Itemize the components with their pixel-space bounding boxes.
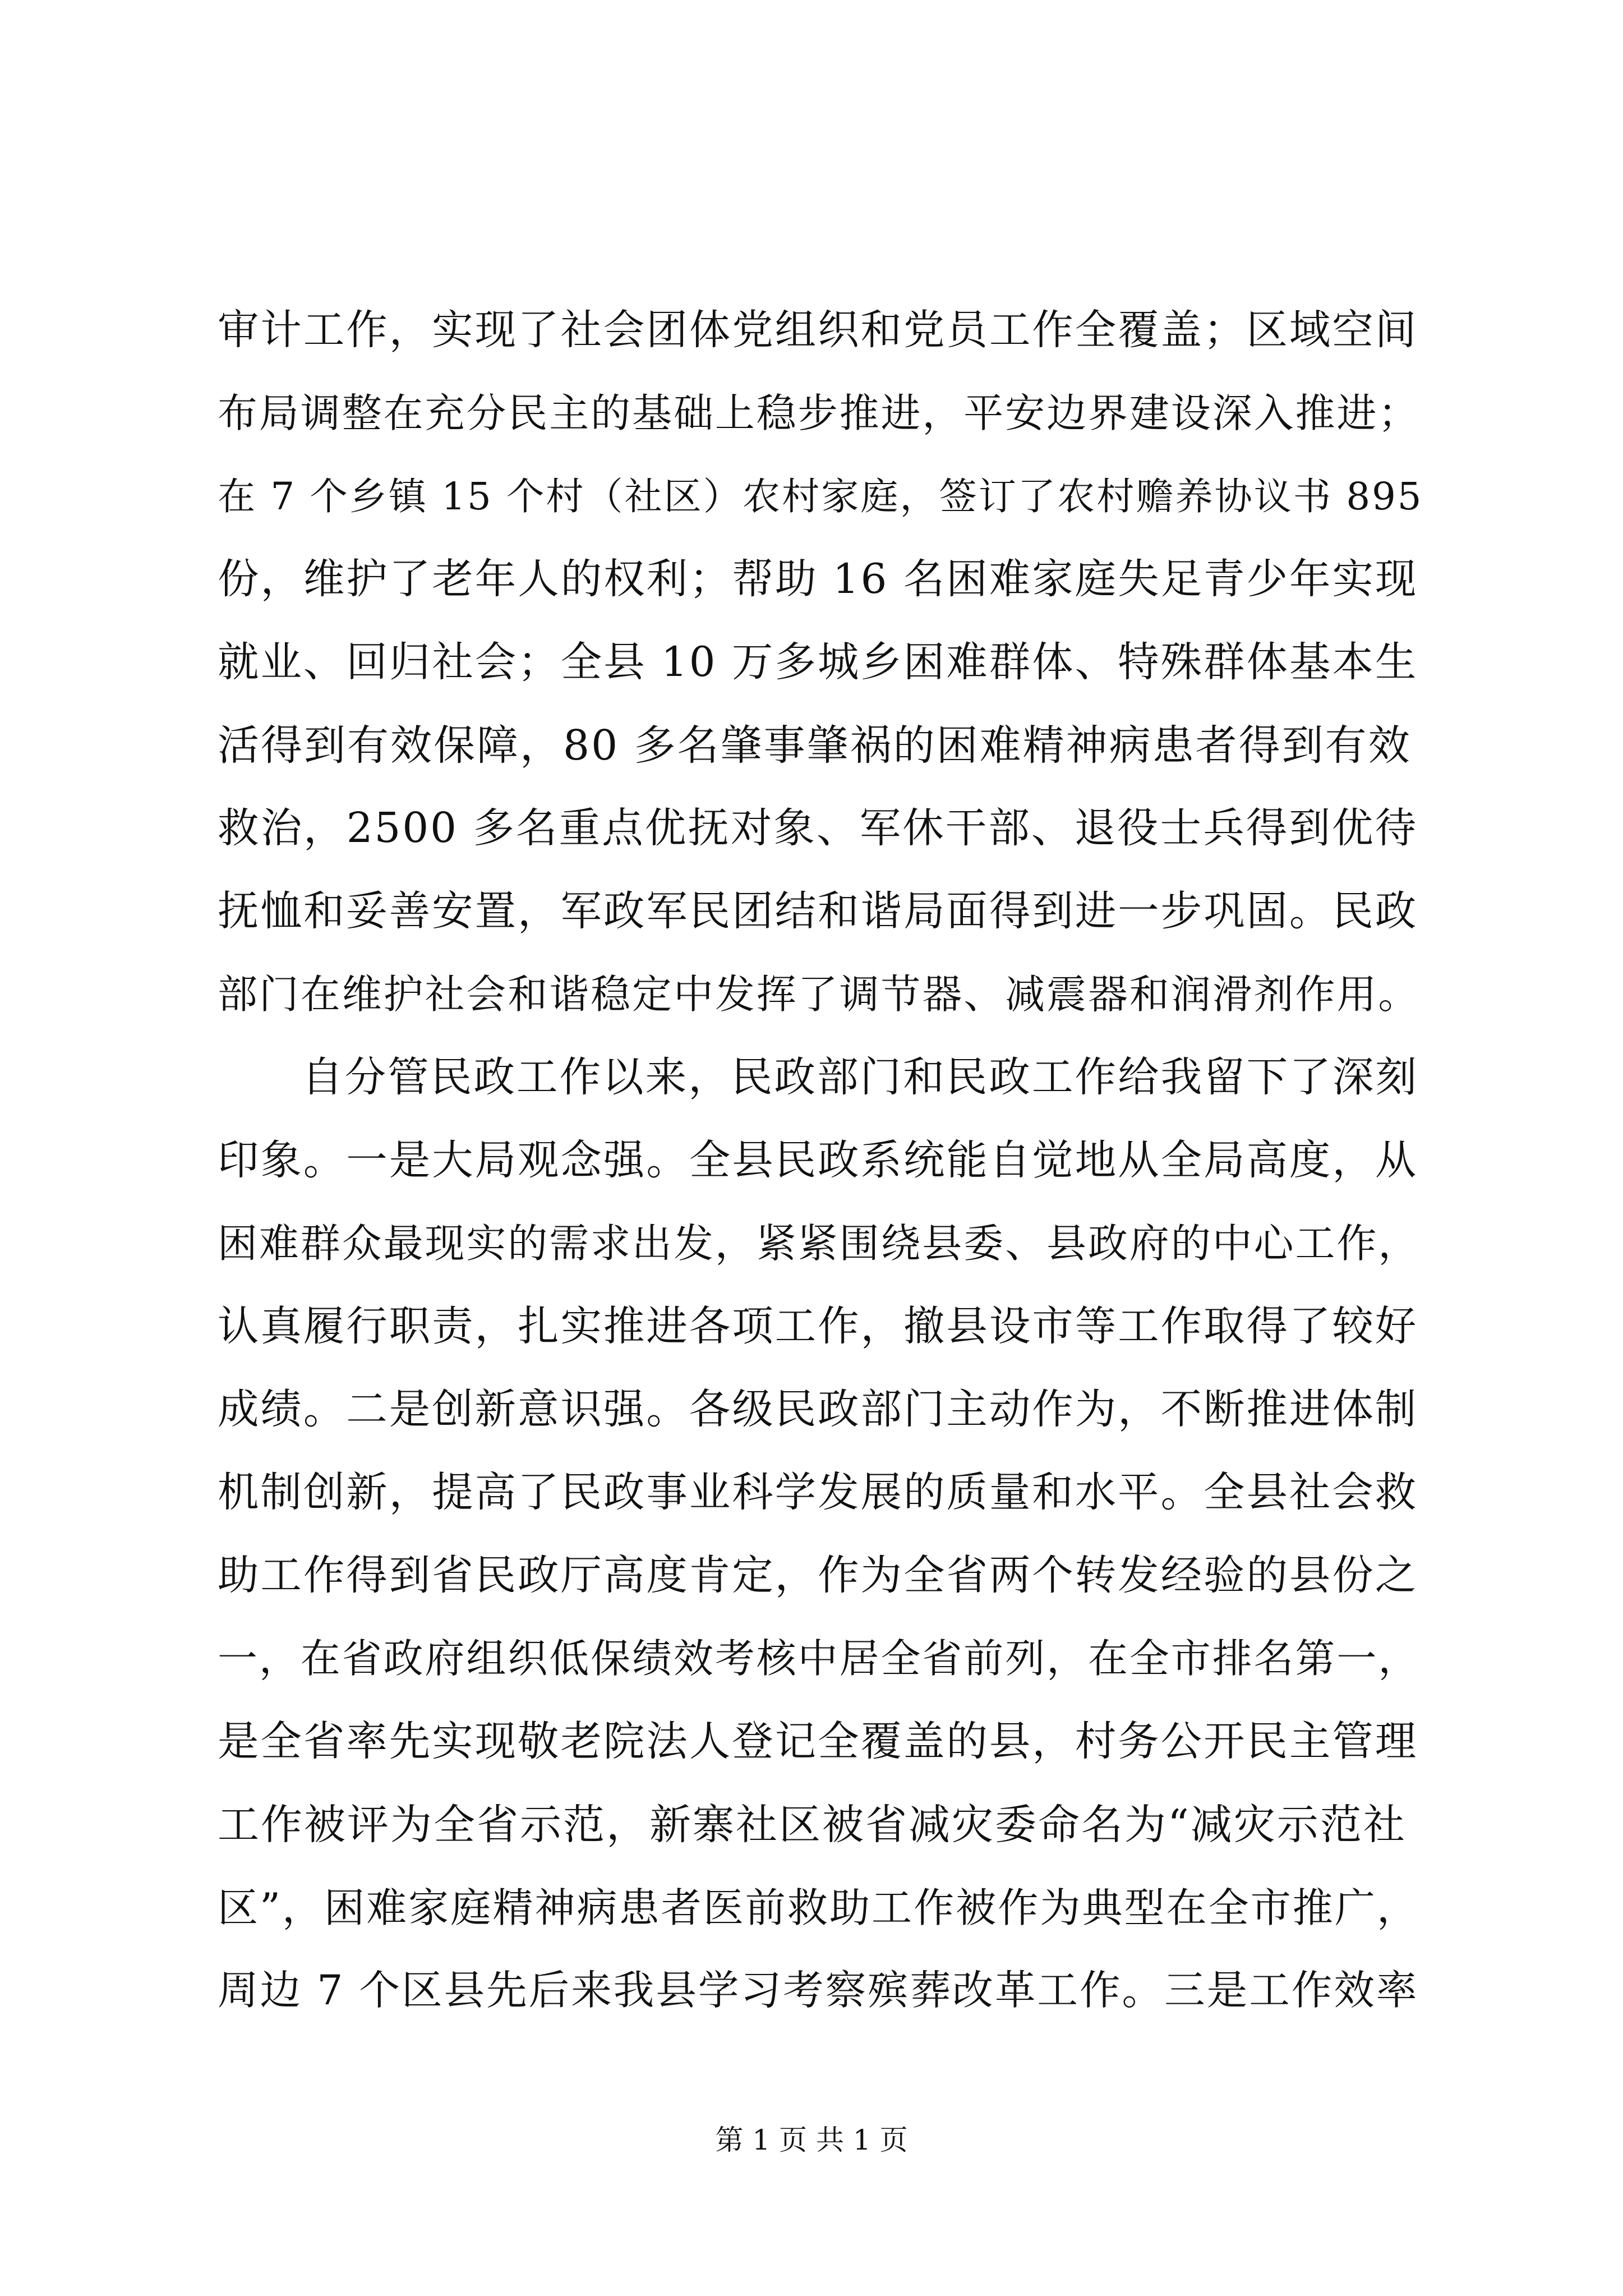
body-text [218, 289, 1423, 2032]
text-line: 审计工作，实现了社会团体党组织和党员工作全覆盖；区域空间 [218, 306, 1418, 354]
text-line: 救治，2500 多名重点优抚对象、军休干部、退役士兵得到优待 [218, 804, 1418, 852]
text-line: 抚恤和妥善安置，军政军民团结和谐局面得到进一步巩固。民政 [218, 887, 1418, 935]
text-line: 在 7 个乡镇 15 个村（社区）农村家庭，签订了农村赡养协议书 895 [218, 475, 1423, 518]
text-line: 成绩。二是创新意识强。各级民政部门主动作为，不断推进体制 [218, 1386, 1418, 1433]
text-line: 就业、回归社会；全县 10 万多城乡困难群体、特殊群体基本生 [218, 638, 1418, 686]
text-line: 认真履行职责，扎实推进各项工作，撤县设市等工作取得了较好 [218, 1303, 1418, 1350]
page-footer [0, 2123, 1623, 2157]
text-line: 区”，困难家庭精神病患者医前救助工作被作为典型在全市推广， [218, 1884, 1419, 1931]
text-line: 部门在维护社会和谐稳定中发挥了调节器、减震器和润滑剂作用。 [218, 971, 1420, 1018]
text-line: 布局调整在充分民主的基础上稳步推进，平安边界建设深入推进； [218, 390, 1420, 436]
text-line: 机制创新，提高了民政事业科学发展的质量和水平。全县社会救 [218, 1469, 1418, 1516]
text-line: 印象。一是大局观念强。全县民政系统能自觉地从全局高度，从 [218, 1137, 1418, 1184]
text-line: 份，维护了老年人的权利；帮助 16 名困难家庭失足青少年实现 [218, 555, 1418, 603]
text-line: 助工作得到省民政厅高度肯定，作为全省两个转发经验的县份之 [218, 1552, 1418, 1599]
text-line: 一，在省政府组织低保绩效考核中居全省前列，在全市排名第一， [218, 1635, 1420, 1682]
text-line: 困难群众最现实的需求出发，紧紧围绕县委、县政府的中心工作， [218, 1220, 1420, 1267]
text-line: 是全省率先实现敬老院法人登记全覆盖的县，村务公开民主管理 [218, 1718, 1418, 1765]
text-line: 活得到有效保障，80 多名肇事肇祸的困难精神病患者得到有效 [218, 721, 1412, 770]
paragraph-first-line: 自分管民政工作以来，民政部门和民政工作给我留下了深刻 [302, 1053, 1419, 1101]
text-line: 周边 7 个区县先后来我县学习考察殡葬改革工作。三是工作效率 [218, 1967, 1419, 2014]
page-number-label: 第 1 页 共 1 页 [715, 2124, 908, 2156]
text-line: 工作被评为全省示范，新寨社区被省减灾委命名为“减灾示范社 [218, 1801, 1407, 1849]
